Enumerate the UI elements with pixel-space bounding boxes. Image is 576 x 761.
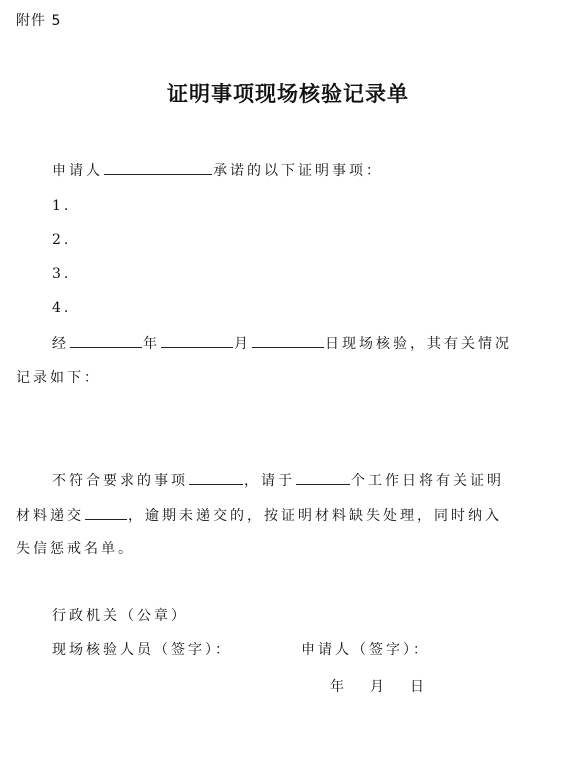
applicant-name-blank[interactable] [104,160,212,175]
authority-seal: 行政机关（公章） [52,608,188,624]
item-4: 4. [52,300,72,316]
workdays-blank[interactable] [296,470,350,485]
applicant-suffix: 承诺的以下证明事项： [213,163,383,179]
applicant-prefix: 申请人 [52,163,103,179]
applicant-signature-label: 申请人（签字）： [301,642,430,658]
item-1: 1. [52,198,72,214]
signature-month: 月 [370,679,384,695]
signature-year: 年 [330,679,344,695]
year-blank[interactable] [70,333,142,348]
noncompliant-line [52,470,504,491]
year-label: 年 [143,336,160,352]
signature-date [330,677,424,697]
inspector-signature-label: 现场核验人员（签字）： [52,642,232,658]
noncompliant-suffix: 个工作日将有关证明 [351,473,504,489]
materials-prefix: 材料递交 [16,508,84,524]
document-title: 证明事项现场核验记录单 [167,81,409,106]
item-3: 3. [52,266,72,282]
record-line: 记录如下： [16,370,101,386]
noncompliant-prefix: 不符合要求的事项 [52,473,188,489]
day-blank[interactable] [252,333,324,348]
signature-day: 日 [410,679,424,695]
blacklist-line: 失信惩戒名单。 [16,541,135,557]
noncompliant-mid: ，请于 [244,473,295,489]
inspection-date-line [52,333,512,354]
month-blank[interactable] [161,333,233,348]
month-label: 月 [234,336,251,352]
attachment-label: 附件 5 [16,13,62,29]
materials-blank[interactable] [85,505,127,520]
date-prefix: 经 [52,336,69,352]
materials-suffix: ，逾期未递交的，按证明材料缺失处理，同时纳入 [128,508,502,524]
noncompliant-items-blank[interactable] [189,470,243,485]
materials-line [16,505,502,526]
item-2: 2. [52,232,72,248]
applicant-line [52,160,383,181]
day-suffix: 日现场核验，其有关情况 [325,336,512,352]
